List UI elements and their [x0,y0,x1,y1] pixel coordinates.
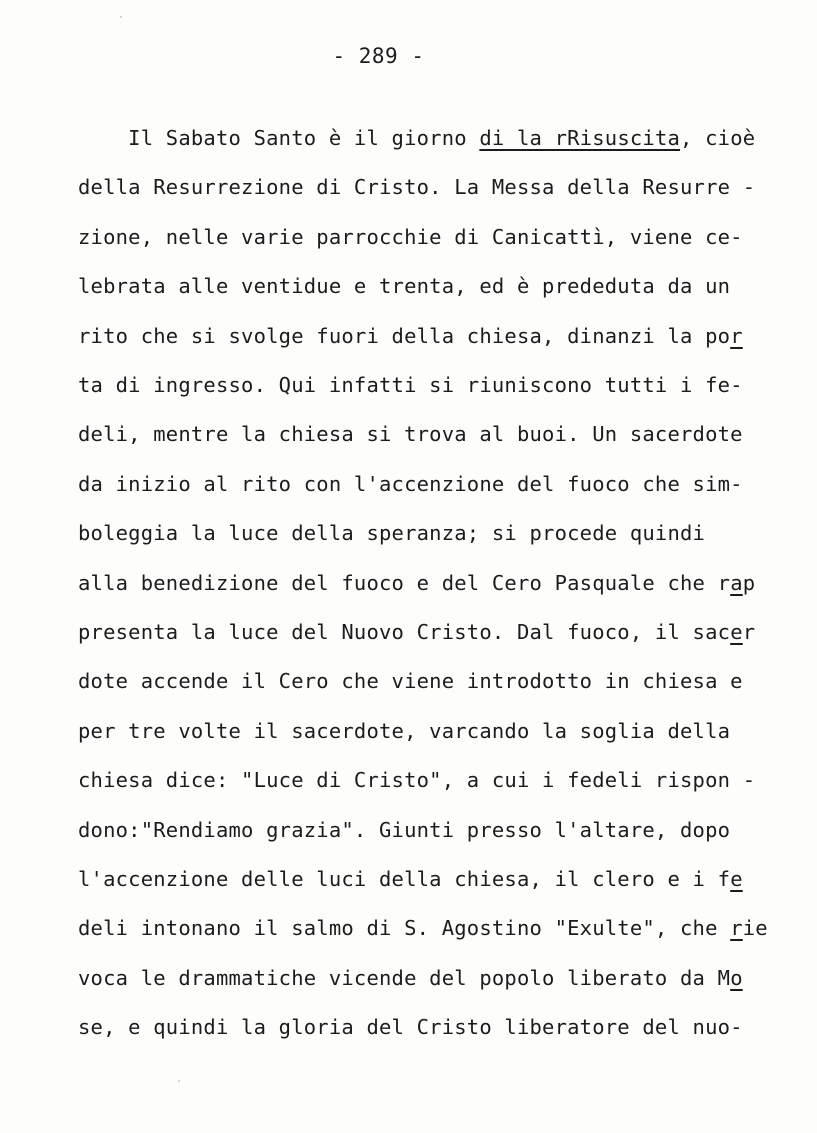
text-line [78,519,705,547]
text-line [78,124,755,152]
text-segment: alla benedizione del fuoco e del Cero Pasquale che r [78,570,731,595]
text-line [78,717,730,745]
text-segment: rito che si svolge fuori della chiesa, dinanzi la po [78,323,731,348]
paper-speck [178,1080,180,1082]
page-number: - 289 - [332,44,425,68]
text-segment: r [742,620,756,644]
text-line [78,667,743,695]
paper-speck [120,16,122,18]
text-line [78,865,743,893]
text-segment: chiesa dice: "Luce di Cristo", a cui i fedeli rispon - [78,768,756,793]
text-segment: Il Sabato Santo è il giorno [78,126,480,150]
text-line [78,272,730,300]
text-segment: boleggia la luce della speranza; si procede quindi [78,521,706,546]
text-segment: se, e quindi la gloria del Cristo liberatore del nuo- [78,1015,743,1040]
text-line [78,816,730,844]
text-segment: lebrata alle ventidue e trenta, ed è prededuta da un [78,274,731,299]
text-line [78,569,755,597]
text-line [78,223,743,251]
text-segment: ie [742,916,768,941]
text-segment: deli intonano il salmo di S. Agostino "Exulte", che [78,916,731,941]
text-segment: zione, nelle varie parrocchie di Canicattì, viene ce- [78,224,743,249]
text-line [78,322,743,350]
text-segment: ta di ingresso. Qui infatti si riuniscono tutti i fe- [78,373,743,397]
underlined-text: r [730,323,743,348]
text-line [78,371,743,399]
text-line [78,914,768,942]
underlined-text: r [730,916,743,941]
text-line [78,618,755,646]
text-segment: dono:"Rendiamo grazia". Giunti presso l'altare, dopo [78,817,731,842]
underlined-text: e [730,867,743,891]
underlined-text: a [730,570,743,595]
text-segment: della Resurrezione di Cristo. La Messa della Resurre - [78,175,756,200]
text-line [78,470,743,498]
text-segment: voca le drammatiche vicende del popolo liberato da M [78,965,731,990]
underlined-text: e [730,620,743,644]
text-segment: presenta la luce del Nuovo Cristo. Dal fuoco, il sac [78,620,731,644]
text-segment: per tre volte il sacerdote, varcando la soglia della [78,718,731,743]
text-line [78,964,743,992]
text-segment: l'accenzione delle luci della chiesa, il clero e i f [78,867,731,891]
text-segment: dote accende il Cero che viene introdotto in chiesa e [78,669,743,694]
text-segment: deli, mentre la chiesa si trova al buoi. Un sacerdote [78,422,743,447]
text-segment: p [742,570,756,595]
text-line [78,766,755,794]
text-line [78,1013,743,1041]
text-line [78,420,743,448]
underlined-text: o [730,965,743,990]
text-segment: , cioè [680,126,756,150]
underlined-text: di la rRisuscita [479,126,681,150]
text-line [78,173,755,201]
text-segment: da inizio al rito con l'accenzione del fuoco che sim- [78,471,743,496]
